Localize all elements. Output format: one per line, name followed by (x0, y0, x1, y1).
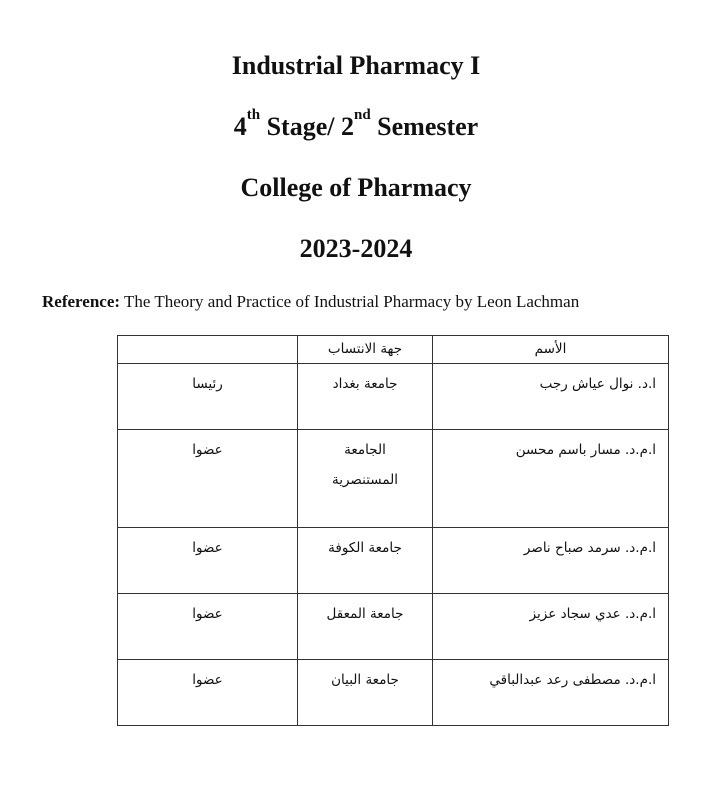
semester-superscript: nd (353, 107, 371, 123)
member-name-cell: ا.د. نوال عياش رجب (433, 364, 669, 430)
affiliation-cell: جامعة البيان (298, 660, 433, 726)
semester-number: 2 (340, 112, 354, 141)
member-name-cell: ا.م.د. مصطفى رعد عبدالباقي (433, 660, 669, 726)
affiliation-cell: جامعة الكوفة (298, 528, 433, 594)
header-name-cell: الأسم (433, 336, 669, 364)
affiliation-cell: جامعة بغداد (298, 364, 433, 430)
member-name-cell: ا.م.د. عدي سجاد عزيز (433, 594, 669, 660)
semester-text: Semester (370, 112, 479, 141)
course-title: Industrial Pharmacy I (231, 51, 481, 80)
college-name: College of Pharmacy (240, 173, 472, 202)
role-cell: رئيسا (118, 364, 298, 430)
academic-year: 2023-2024 (299, 234, 413, 263)
header-role-cell (118, 336, 298, 364)
stage-number: 4 (233, 112, 247, 141)
reference-line (42, 291, 579, 313)
role-cell: عضوا (118, 528, 298, 594)
table-row (118, 660, 669, 726)
stage-semester-line (0, 107, 712, 142)
stage-superscript: th (246, 107, 261, 123)
committee-table (117, 335, 669, 726)
table-row (118, 364, 669, 430)
header-affiliation-cell: جهة الانتساب (298, 336, 433, 364)
reference-label: Reference: (42, 292, 121, 311)
affiliation-cell: جامعة المعقل (298, 594, 433, 660)
table-row (118, 594, 669, 660)
table-header-row (118, 336, 669, 364)
table-row (118, 430, 669, 528)
reference-text: The Theory and Practice of Industrial Pharmacy by Leon Lachman (120, 292, 580, 311)
member-name-cell: ا.م.د. مسار باسم محسن (433, 430, 669, 528)
table-row (118, 528, 669, 594)
member-name-cell: ا.م.د. سرمد صباح ناصر (433, 528, 669, 594)
role-cell: عضوا (118, 660, 298, 726)
stage-text: Stage/ (260, 112, 341, 141)
role-cell: عضوا (118, 430, 298, 528)
affiliation-cell: الجامعة المستنصرية (298, 430, 433, 528)
role-cell: عضوا (118, 594, 298, 660)
